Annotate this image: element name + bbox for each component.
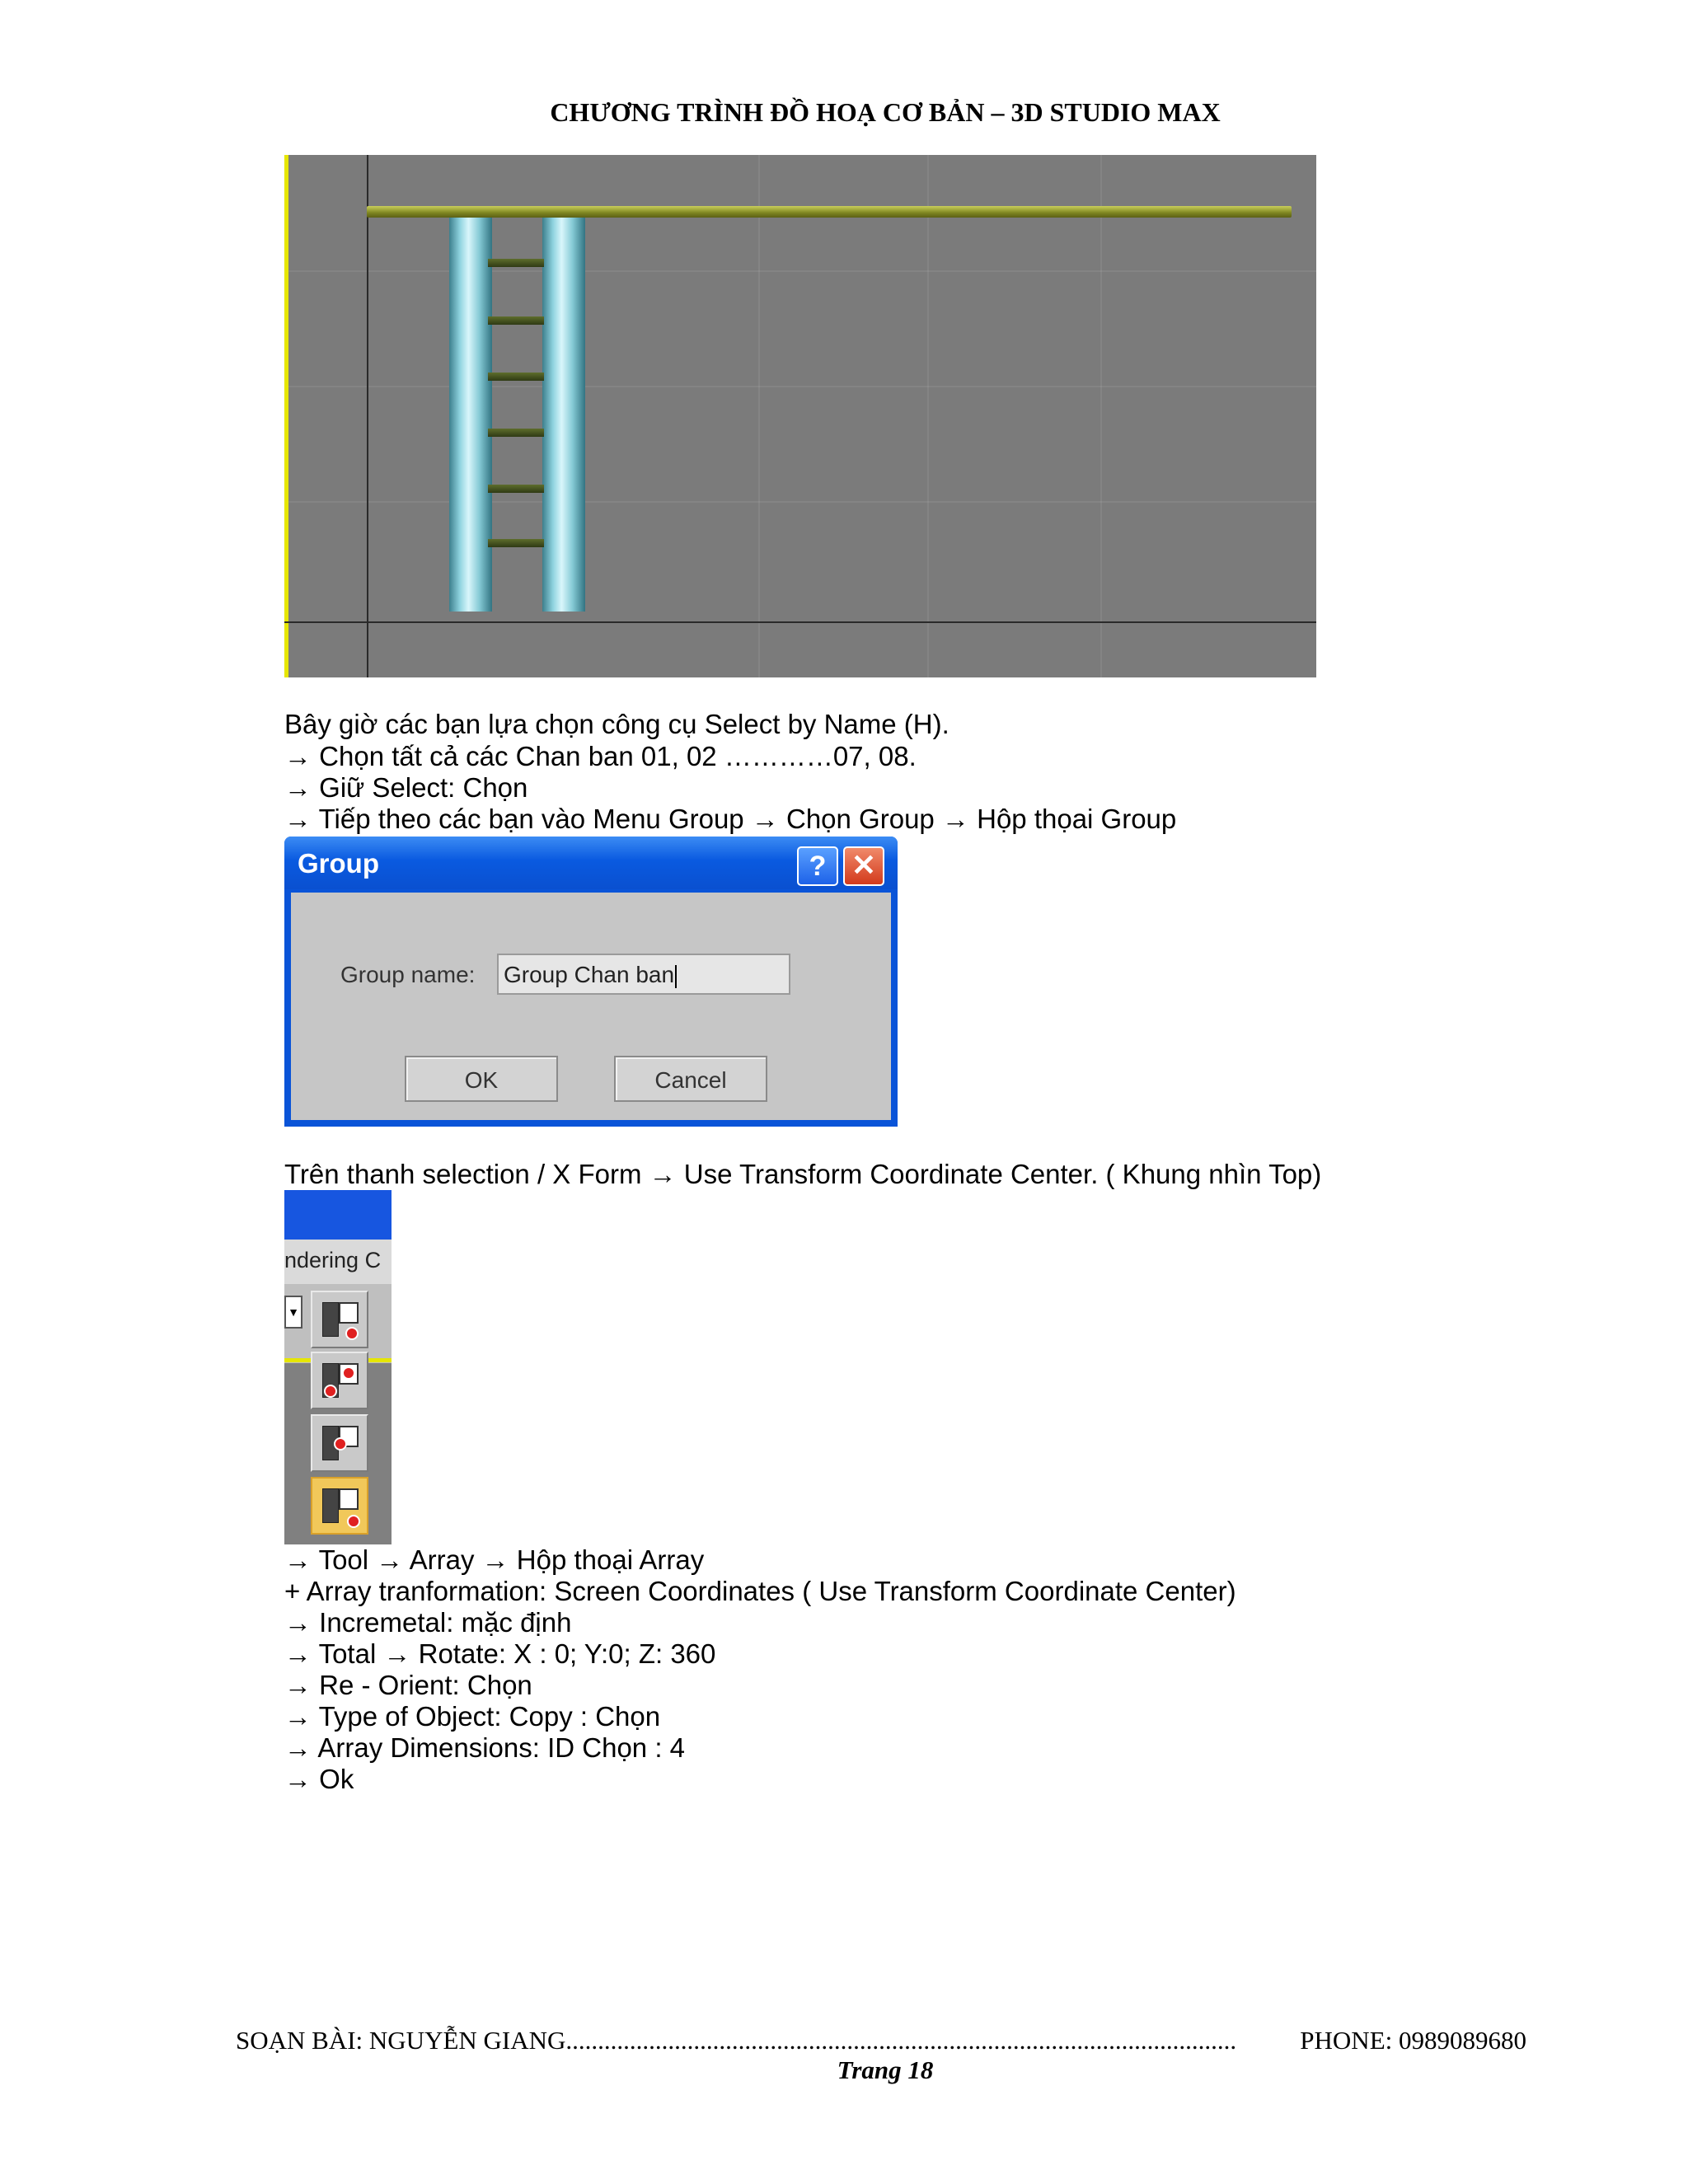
text-caret xyxy=(675,965,677,988)
group-name-value: Group Chan ban xyxy=(504,962,675,987)
use-selection-center-alt-icon[interactable] xyxy=(311,1414,368,1472)
help-button[interactable]: ? xyxy=(797,846,838,886)
grid-line-vertical xyxy=(367,155,368,677)
use-pivot-point-center-icon[interactable] xyxy=(311,1291,368,1348)
page-header: CHƯƠNG TRÌNH ĐỒ HOẠ CƠ BẢN – 3D STUDIO MAX xyxy=(550,97,1221,127)
instruction-line: → Total → Rotate: X : 0; Y:0; Z: 360 xyxy=(284,1638,716,1669)
use-selection-center-icon[interactable] xyxy=(311,1352,368,1409)
group-dialog xyxy=(284,837,898,1127)
instruction-line: → Tiếp theo các bạn vào Menu Group → Chọn Group → Hộp thọai Group xyxy=(284,804,1177,834)
rung xyxy=(488,429,544,437)
instruction-line: → Array Dimensions: ID Chọn : 4 xyxy=(284,1732,686,1763)
menu-bar-fragment: ndering C xyxy=(284,1240,392,1284)
group-name-label: Group name: xyxy=(340,962,476,987)
table-leg-right xyxy=(542,218,585,612)
table-top-object xyxy=(367,206,1292,218)
instruction-line: → Ok xyxy=(284,1764,354,1794)
dialog-title: Group xyxy=(298,848,379,879)
phone-line: PHONE: 0989089680 xyxy=(1300,2026,1526,2055)
instruction-line: → Re - Orient: Chọn xyxy=(284,1670,532,1700)
table-leg-left xyxy=(449,218,492,612)
grid-line-horizontal xyxy=(284,621,1316,623)
rung xyxy=(488,259,544,267)
close-button[interactable]: ✕ xyxy=(843,846,884,886)
page-number: Trang 18 xyxy=(837,2055,934,2084)
dropdown-arrow-icon[interactable]: ▼ xyxy=(284,1296,302,1329)
titlebar-fragment xyxy=(284,1190,392,1240)
rung xyxy=(488,316,544,325)
page-footer xyxy=(236,2026,1526,2055)
instruction-line: + Array tranformation: Screen Coordinates ( Use Transform Coordinate Center) xyxy=(284,1576,1236,1606)
instruction-line: → Incremetal: mặc định xyxy=(284,1607,572,1638)
instruction-line: → Giữ Select: Chọn xyxy=(284,772,528,803)
viewport-screenshot xyxy=(284,155,1316,677)
rung xyxy=(488,373,544,381)
group-name-input[interactable] xyxy=(497,954,790,995)
instruction-line: Bây giờ các bạn lựa chọn công cụ Select by Name (H). xyxy=(284,709,950,739)
rung xyxy=(488,539,544,547)
author-line: SOẠN BÀI: NGUYỄN GIANG......................................................................................................... xyxy=(236,2026,1237,2055)
viewport-border xyxy=(284,155,288,677)
instruction-line: Trên thanh selection / X Form → Use Transform Coordinate Center. ( Khung nhìn Top) xyxy=(284,1159,1322,1189)
cancel-button[interactable]: Cancel xyxy=(614,1056,767,1102)
instruction-line: → Tool → Array → Hộp thoại Array xyxy=(284,1544,705,1575)
use-transform-coordinate-center-icon[interactable] xyxy=(311,1477,368,1535)
instruction-line: → Type of Object: Copy : Chọn xyxy=(284,1701,661,1732)
toolbar-screenshot xyxy=(284,1190,392,1544)
ok-button[interactable]: OK xyxy=(405,1056,558,1102)
instruction-line: → Chọn tất cả các Chan ban 01, 02 …………07, 08. xyxy=(284,741,917,771)
rung xyxy=(488,485,544,493)
dialog-body xyxy=(291,893,891,1120)
